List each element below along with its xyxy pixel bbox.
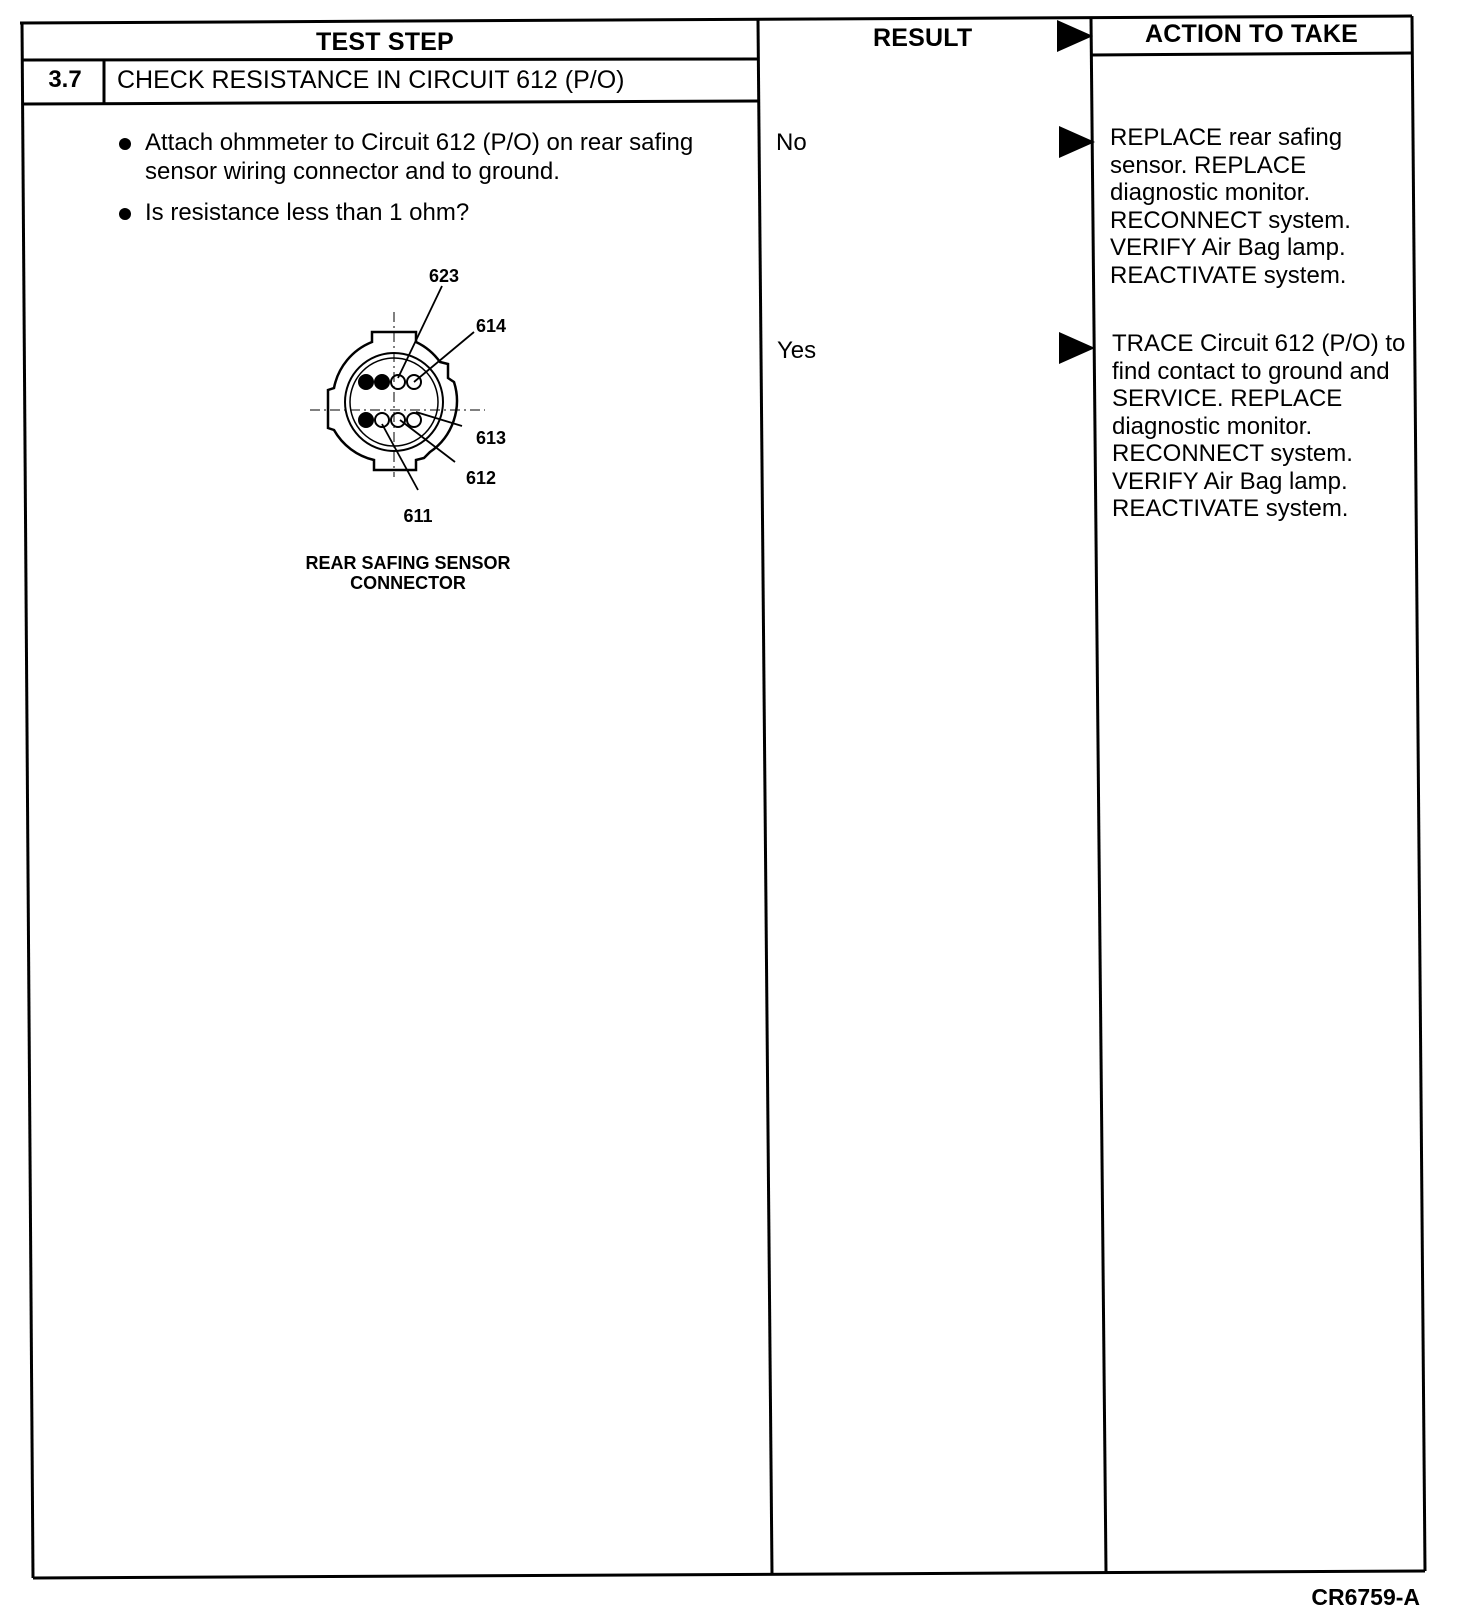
figure-code: CR6759-A [1311, 1584, 1420, 1610]
step-instructions [118, 128, 758, 239]
result-yes-arrow-icon [1059, 332, 1095, 364]
header-action-to-take: ACTION TO TAKE [1145, 20, 1358, 48]
result-no: No [776, 129, 807, 156]
header-test-step: TEST STEP [316, 28, 454, 56]
header-result: RESULT [873, 24, 973, 52]
step-title: CHECK RESISTANCE IN CIRCUIT 612 (P/O) [117, 66, 625, 94]
instruction-item: Attach ohmmeter to Circuit 612 (P/O) on rear safing sensor wiring connector and to ground. [118, 128, 758, 186]
header-arrow-icon [1057, 20, 1093, 52]
pin-label-612: 612 [466, 468, 497, 488]
pin-label-614: 614 [476, 316, 507, 336]
connector-caption [270, 553, 546, 593]
result-no-arrow-icon [1059, 126, 1095, 158]
instruction-item: Is resistance less than 1 ohm? [118, 198, 758, 227]
connector-caption-line: CONNECTOR [350, 573, 466, 593]
pin-label-613: 613 [476, 428, 507, 448]
pin-label-623: 623 [428, 266, 460, 286]
connector-caption-line: REAR SAFING SENSOR [305, 553, 511, 573]
action-no: REPLACE rear safing sensor. REPLACE diagnostic monitor. RECONNECT system. VERIFY Air Bag lamp. REACTIVATE system. [1110, 124, 1351, 289]
pin-label-611: 611 [403, 506, 433, 526]
result-yes: Yes [777, 337, 817, 364]
step-number: 3.7 [48, 66, 82, 93]
rear-safing-sensor-connector-diagram [290, 262, 550, 542]
action-yes: TRACE Circuit 612 (P/O) to find contact to ground and SERVICE. REPLACE diagnostic monitor. RECONNECT system. VERIFY Air Bag lamp. REACTIVATE system. [1112, 330, 1406, 522]
